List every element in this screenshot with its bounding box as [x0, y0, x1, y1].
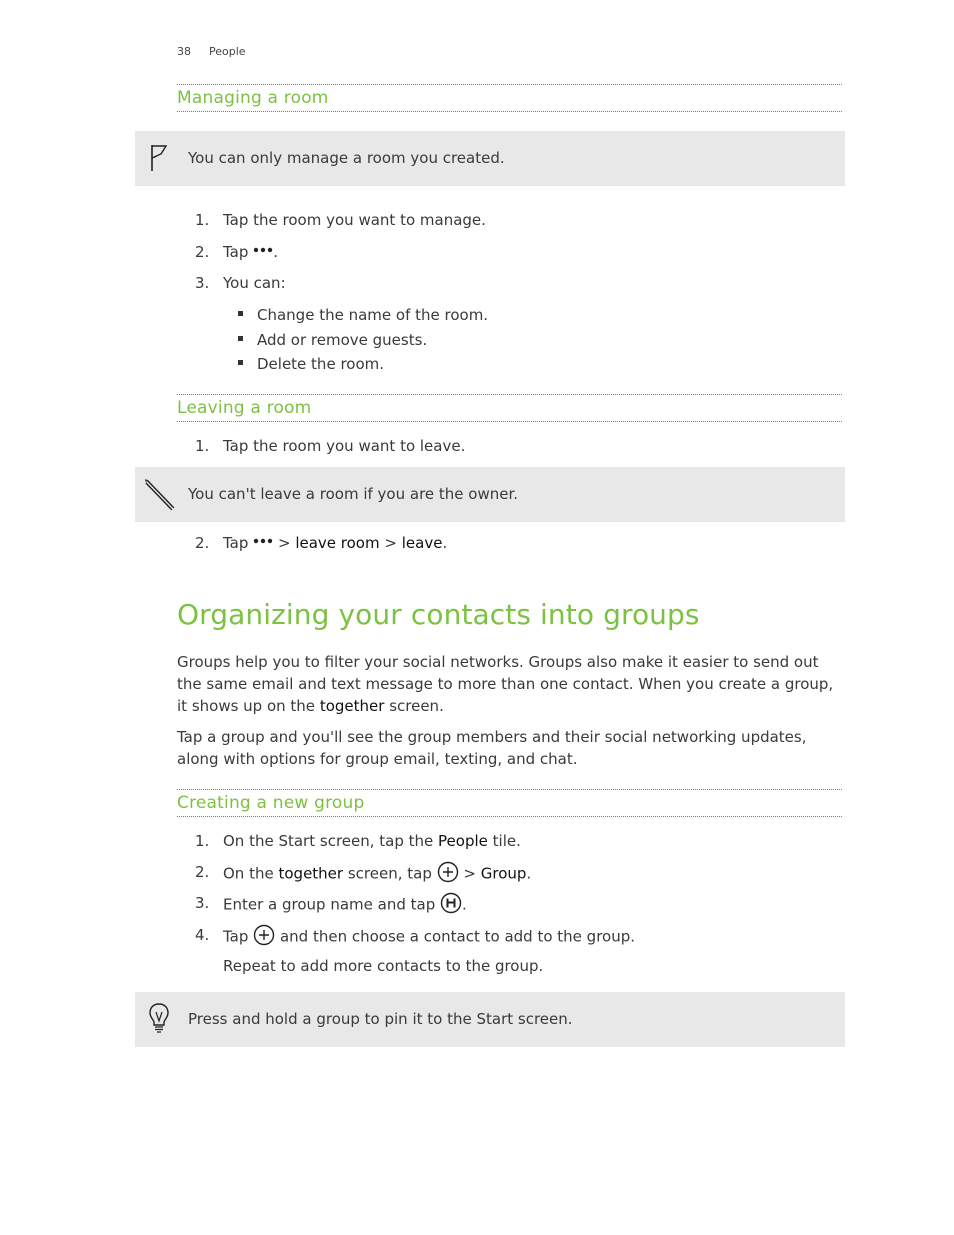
tip-text: Press and hold a group to pin it to the Start screen.	[188, 1010, 573, 1028]
step-number: 3.	[195, 274, 210, 292]
paragraph-groups-intro	[177, 651, 847, 717]
add-circle-icon	[437, 861, 459, 883]
paragraph-text-end: screen.	[389, 697, 444, 715]
add-circle-icon	[253, 924, 275, 946]
bullet-item	[238, 306, 488, 324]
section-heading-creating	[177, 789, 842, 817]
ui-term-together: together	[319, 697, 385, 715]
save-circle-icon	[440, 892, 462, 914]
section-heading-text: Creating a new group	[177, 793, 365, 813]
step-text-end: tile.	[492, 832, 521, 850]
separator: >	[463, 864, 476, 883]
ui-term-people: People	[438, 832, 488, 850]
page-header	[177, 45, 246, 58]
step-number: 3.	[195, 894, 210, 912]
step-text-end: .	[442, 534, 448, 552]
bullet-text: Change the name of the room.	[257, 306, 489, 324]
step-number: 2.	[195, 534, 210, 552]
chapter-title: Organizing your contacts into groups	[177, 598, 700, 631]
flag-icon	[149, 143, 169, 173]
paragraph-text: Groups help you to filter your social networks. Groups also make it easier to send out the same email and text message to more than one contact. When you create a group, it shows up on the	[177, 653, 834, 715]
lightbulb-icon	[148, 1002, 170, 1034]
paragraph-groups-tap: Tap a group and you'll see the group members and their social networking updates, along with options for group email, texting, and chat.	[177, 728, 807, 768]
bullet-text: Delete the room.	[257, 355, 385, 373]
step-number: 1.	[195, 211, 210, 229]
step-text: Tap	[223, 534, 249, 552]
step-text-end: .	[526, 864, 532, 883]
step-text-end: .	[462, 895, 467, 914]
header-section: People	[209, 45, 246, 58]
section-heading-text: Leaving a room	[177, 398, 312, 418]
page-number: 38	[177, 45, 191, 58]
section-heading-leaving	[177, 394, 842, 422]
more-dots-icon	[253, 538, 273, 544]
bullet-item	[238, 355, 384, 373]
step-number: 2.	[195, 863, 210, 881]
separator: >	[277, 534, 291, 552]
step-text: You can:	[223, 274, 286, 292]
pencil-icon	[143, 477, 177, 511]
section-heading-text: Managing a room	[177, 88, 329, 108]
ui-term-leave-room: leave room	[295, 534, 380, 552]
step-number: 4.	[195, 926, 210, 944]
separator: >	[384, 534, 397, 552]
step-text: On the	[223, 864, 274, 883]
ui-term-group: Group	[480, 864, 527, 883]
ui-term-leave: leave	[401, 534, 443, 552]
note-text: You can't leave a room if you are the owner.	[188, 485, 519, 503]
step-text: screen, tap	[347, 864, 432, 883]
step-text: Tap the room you want to manage.	[223, 211, 486, 229]
step-text: Tap	[223, 243, 249, 261]
note-text: You can only manage a room you created.	[188, 149, 505, 167]
step-text: Enter a group name and tap	[223, 895, 436, 914]
bullet-item	[238, 331, 427, 349]
note-box-leaving	[135, 467, 845, 522]
ui-term-together: together	[278, 864, 344, 883]
bullet-marker	[238, 336, 243, 341]
step-text-end: .	[273, 243, 278, 261]
step-text: Tap	[223, 927, 249, 946]
step-text: Tap the room you want to leave.	[223, 437, 466, 455]
bullet-text: Add or remove guests.	[257, 331, 428, 349]
tip-box	[135, 992, 845, 1047]
step-number: 2.	[195, 243, 210, 261]
more-dots-icon	[253, 247, 273, 253]
section-heading-managing	[177, 84, 842, 112]
bullet-marker	[238, 311, 243, 316]
step-number: 1.	[195, 437, 210, 455]
bullet-marker	[238, 360, 243, 365]
step-number: 1.	[195, 832, 210, 850]
note-box-managing	[135, 131, 845, 186]
step-continuation: Repeat to add more contacts to the group.	[223, 957, 544, 975]
step-text: and then choose a contact to add to the group.	[279, 927, 636, 946]
step-text: On the Start screen, tap the	[223, 832, 434, 850]
